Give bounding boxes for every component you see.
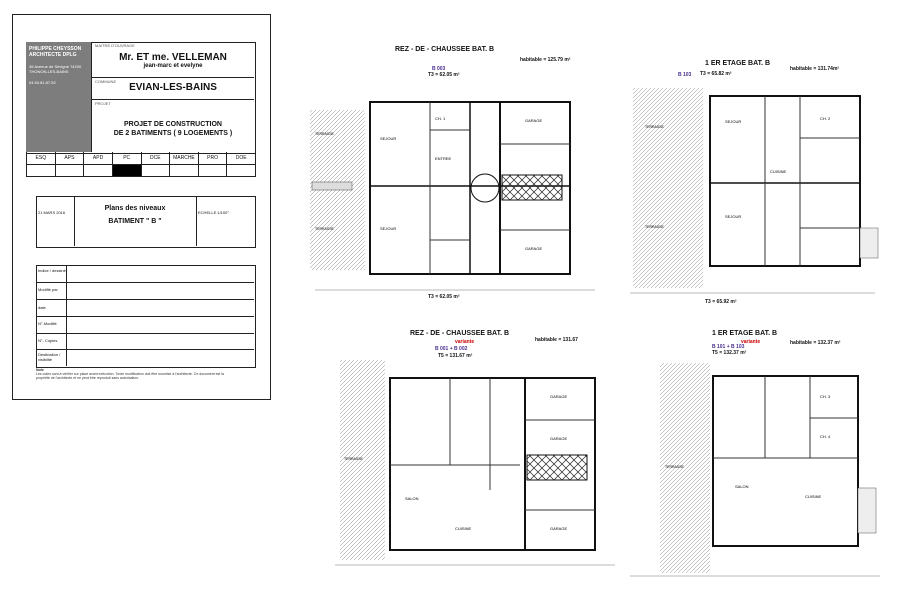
revision-label: N°-Modifié <box>38 321 57 326</box>
plan-divider <box>74 196 75 246</box>
plan-title <box>80 202 190 228</box>
plan-1-title: REZ - DE - CHAUSSEE BAT. B <box>395 46 495 53</box>
plan-divider <box>196 196 197 246</box>
client-name: Mr. ET me. VELLEMAN <box>119 52 227 63</box>
revision-label: Destination / visibilité <box>38 352 61 362</box>
plan-2-area-bottom: T3 = 65.92 m² <box>705 299 737 305</box>
project-title <box>93 120 253 138</box>
logo-contact: 04.50.81.87.52 <box>29 80 56 85</box>
phase-mark <box>56 165 85 176</box>
plan-3-drawing <box>330 360 620 575</box>
plan-4-area-top: T5 = 132.37 m² <box>712 350 747 356</box>
plan-1-drawing <box>310 80 600 295</box>
project-line-2: DE 2 BATIMENTS ( 9 LOGEMENTS ) <box>113 130 233 137</box>
phase-mark <box>27 165 56 176</box>
plan-2-area-top: T3 = 65.82 m² <box>700 71 732 77</box>
plan-1-habitable: habitable = 125.79 m² <box>520 57 571 63</box>
phase-aps: APS <box>56 152 85 164</box>
client-subtitle: jean-marc et evelyne <box>143 63 203 69</box>
room-label: SEJOUR <box>725 214 742 219</box>
room-label: ENTREE <box>435 156 452 161</box>
room-label: TERRASSE <box>315 132 334 136</box>
project-line-1: PROJET DE CONSTRUCTION <box>123 121 222 128</box>
room-label: TERRASSE <box>665 465 684 469</box>
phase-labels-row <box>27 152 255 165</box>
plan-2-drawing <box>625 78 885 298</box>
room-label: TERRASSE <box>645 225 664 229</box>
notes-title: Note <box>36 368 44 372</box>
room-label: CH. 1 <box>435 116 446 121</box>
notes <box>36 368 236 380</box>
revision-row-line <box>36 349 254 350</box>
plan-1-area-top: T3 = 62.05 m² <box>428 72 460 78</box>
phase-mark <box>142 165 171 176</box>
phase-mark <box>199 165 228 176</box>
room-label: CUISINE <box>805 494 822 499</box>
logo-address: 36 Avenue de Sévigné 74200 THONON-LES-BAINS <box>29 64 82 74</box>
revision-row-line <box>36 299 254 300</box>
room-label: GARAGE <box>550 436 568 441</box>
phase-dce: DCE <box>142 152 171 164</box>
phase-marks-row <box>27 165 255 176</box>
revision-label: N°- Copies <box>38 338 58 343</box>
phase-mark <box>84 165 113 176</box>
revision-label: Indice / dessiné <box>38 268 66 273</box>
plan-date: 21 MARS 2016 <box>38 210 66 215</box>
phase-apd: APD <box>84 152 113 164</box>
plan-scale: ECHELLE 1/100° <box>198 210 229 215</box>
phase-table <box>26 152 256 177</box>
plan-4-habitable: habitable = 132.37 m² <box>790 340 841 346</box>
plan-1-area-bottom: T3 = 62.05 m² <box>428 294 460 300</box>
plan-3-title: REZ - DE - CHAUSSEE BAT. B <box>410 330 510 337</box>
revision-row-line <box>36 282 254 283</box>
room-label: GARAGE <box>550 526 568 531</box>
client-header: MAITRE D'OUVRAGE <box>95 43 135 48</box>
revision-label: Modifié par <box>38 287 58 292</box>
revision-row-line <box>36 333 254 334</box>
hatched-void <box>502 175 562 200</box>
city-header: COMMUNE <box>95 79 117 84</box>
plan-title-1: Plans des niveaux <box>104 205 166 212</box>
room-label: GARAGE <box>525 118 543 123</box>
room-label: SEJOUR <box>380 226 397 231</box>
room-label: TERRASSE <box>315 227 334 231</box>
hatched-void <box>527 455 587 480</box>
plan-1-ref: B 003 <box>432 66 446 72</box>
plan-2-title: 1 ER ETAGE BAT. B <box>705 60 771 67</box>
phase-mark-active <box>113 165 142 176</box>
phase-esq: ESQ <box>27 152 56 164</box>
notes-text: Les cotes sont à vérifier sur place avant exécution. Toute modification doit être soumise à l'architecte. Ce document est la propriété de l'architecte et ne peut être reproduit sans autorisation. <box>36 372 224 380</box>
plan-3-habitable: habitable = 131.67 <box>535 337 578 343</box>
phase-mark <box>227 165 255 176</box>
phase-marche: MARCHE <box>170 152 199 164</box>
city-name: EVIAN-LES-BAINS <box>129 82 217 93</box>
phase-pro: PRO <box>199 152 228 164</box>
plan-4-drawing <box>625 358 887 583</box>
plan-4-ref: B 101 + B 103 <box>712 344 745 350</box>
room-label: CH. 4 <box>820 434 831 439</box>
room-label: SEJOUR <box>380 136 397 141</box>
revision-row-line <box>36 316 254 317</box>
phase-doe: DOE <box>235 155 247 161</box>
room-label: CUISINE <box>770 169 787 174</box>
roof-hatch <box>633 88 703 288</box>
room-label: TERRASSE <box>344 457 363 461</box>
room-label: CH. 3 <box>820 394 831 399</box>
architect-logo <box>26 42 91 152</box>
room-label: GARAGE <box>525 246 543 251</box>
revision-label: date <box>38 305 46 310</box>
room-label: SALON <box>735 484 749 489</box>
plan-3-variant: variante <box>455 339 475 345</box>
phase-pc: PC <box>113 152 142 164</box>
room-label: SALON <box>405 496 419 501</box>
project-header: PROJET <box>95 101 111 106</box>
room-label: CH. 2 <box>820 116 831 121</box>
plan-title-2: BATIMENT " B " <box>108 218 162 225</box>
plan-2-habitable: habitable = 131.74m² <box>790 66 840 72</box>
room-label: SEJOUR <box>725 119 742 124</box>
room-label: GARAGE <box>550 394 568 399</box>
logo-firm: PHILIPPE CHEYSSON ARCHITECTE DPLG <box>29 46 82 58</box>
outer-wall <box>713 376 858 546</box>
plan-4-variant: variante <box>741 339 761 345</box>
plan-2-ref: B 103 <box>678 72 692 78</box>
plan-3-ref: B 001 + B 002 <box>435 346 468 352</box>
plan-4-title: 1 ER ETAGE BAT. B <box>712 330 778 337</box>
phase-mark <box>170 165 199 176</box>
room-label: TERRASSE <box>645 125 664 129</box>
room-label: CUISINE <box>455 526 472 531</box>
plan-3-area-top: T5 = 131.67 m² <box>438 353 473 359</box>
